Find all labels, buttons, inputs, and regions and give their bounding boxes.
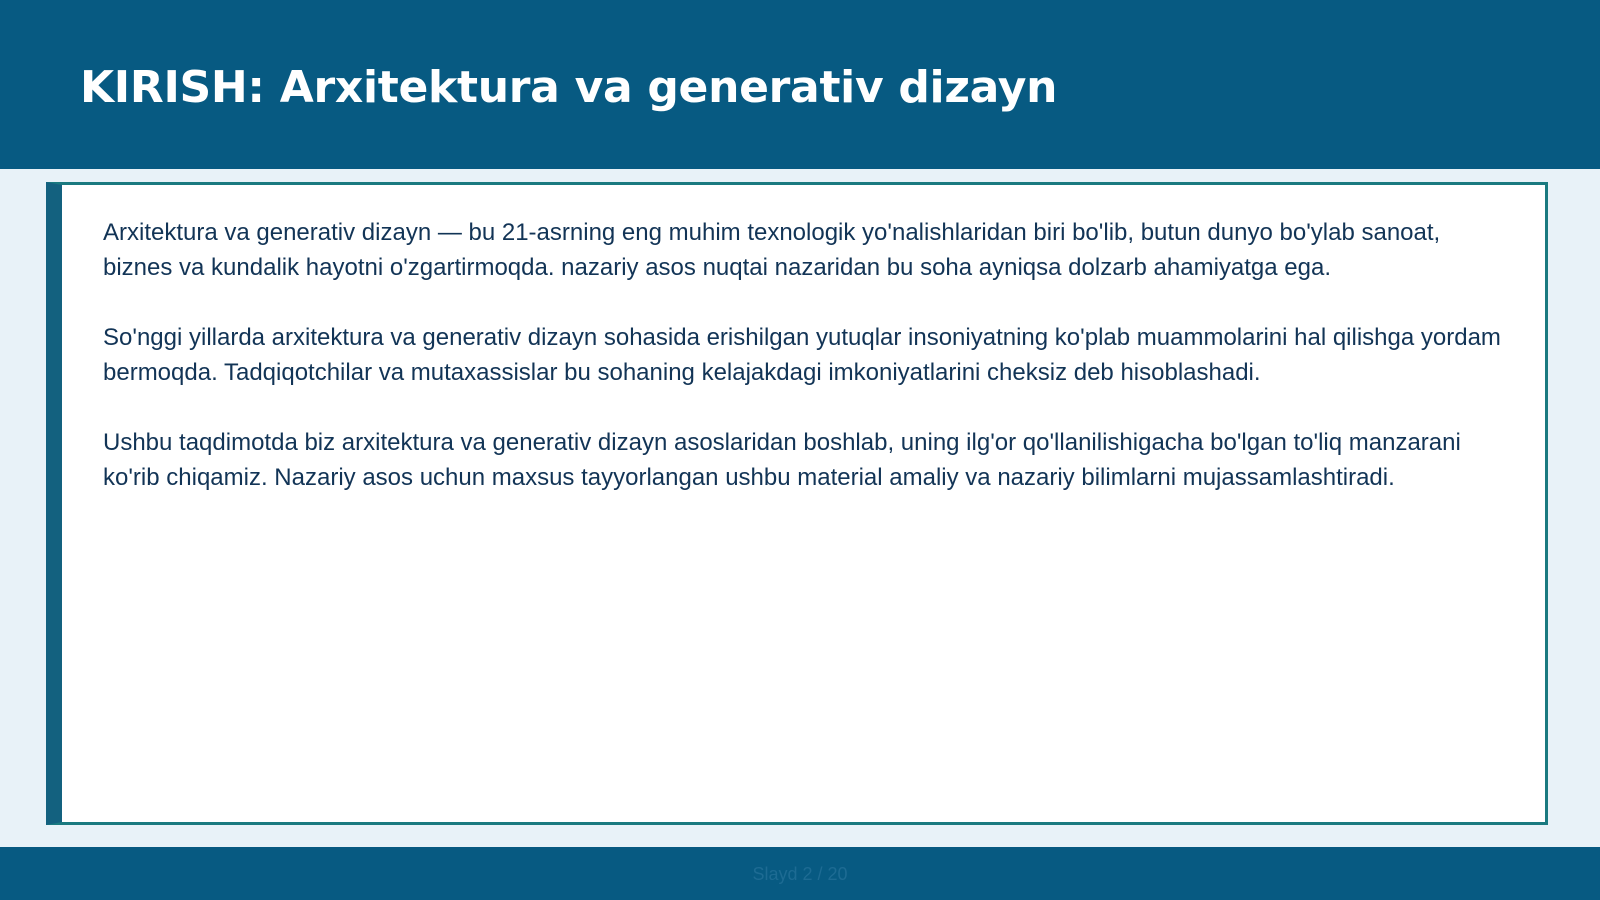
- slide-header: [0, 0, 1600, 169]
- slide-title: KIRISH: Arxitektura va generativ dizayn: [80, 62, 1058, 113]
- slide-number: Slayd 2 / 20: [752, 864, 848, 884]
- paragraph-list: [103, 215, 1503, 530]
- slide-footer: [0, 847, 1600, 900]
- paragraph-1: Arxitektura va generativ dizayn — bu 21-asrning eng muhim texnologik yo'nalishlaridan biri bo'lib, butun dunyo bo'ylab sanoat, biznes va kundalik hayotni o'zgartirmoqda. nazariy asos nuqtai nazaridan bu soha ayniqsa dolzarb ahamiyatga ega.: [103, 219, 1441, 281]
- paragraph-2: So'nggi yillarda arxitektura va generativ dizayn sohasida erishilgan yutuqlar insoniyatning ko'plab muammolarini hal qilishga yordam bermoqda. Tadqiqotchilar va mutaxassislar bu sohaning kelajakdagi imkoniyatlarini cheksiz deb hisoblashadi.: [103, 324, 1501, 386]
- paragraph-3: Ushbu taqdimotda biz arxitektura va generativ dizayn asoslaridan boshlab, uning ilg'or qo'llanilishigacha bo'lgan to'liq manzarani ko'rib chiqamiz. Nazariy asos uchun maxsus tayyorlangan ushbu material amaliy va nazariy bilimlarni mujassamlashtiradi.: [103, 429, 1461, 491]
- content-card: [46, 182, 1548, 825]
